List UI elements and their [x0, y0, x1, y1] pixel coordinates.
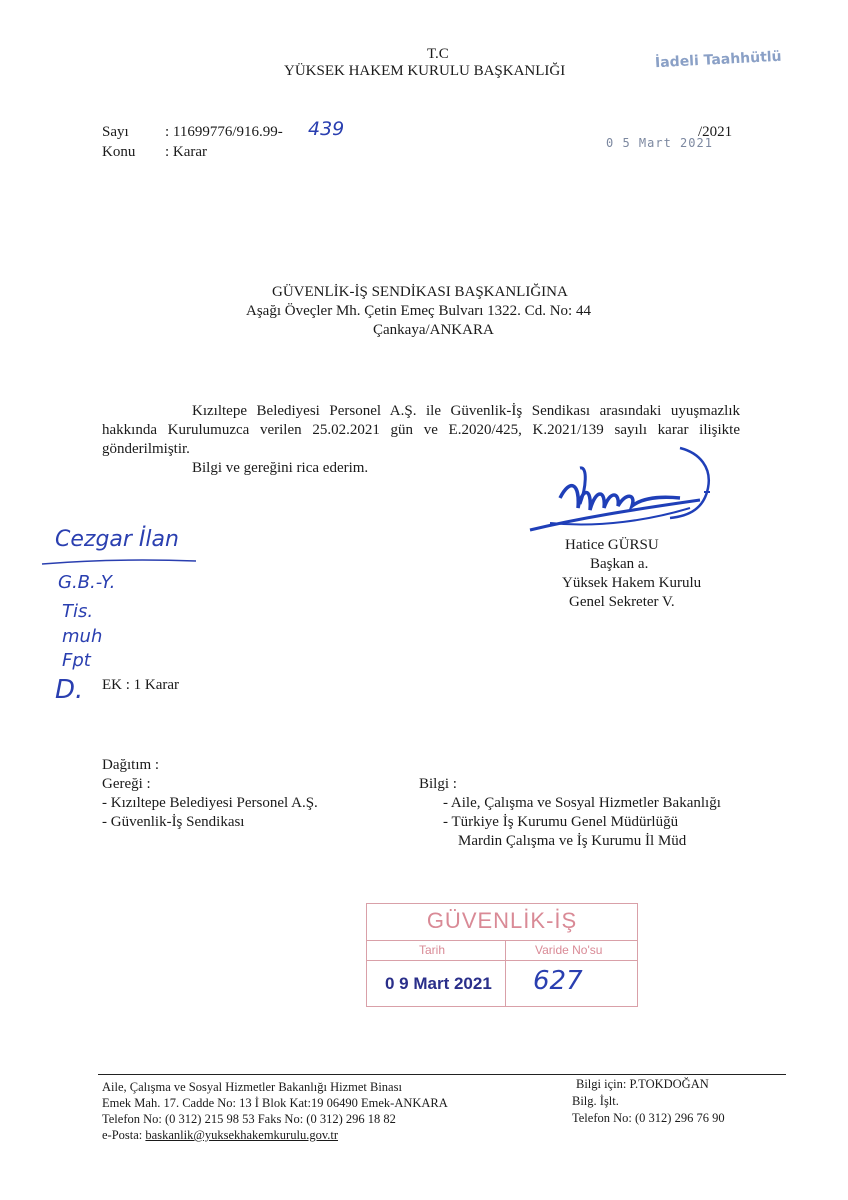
footer-address-line1: Aile, Çalışma ve Sosyal Hizmetler Bakanlığı Hizmet Binası [102, 1080, 402, 1094]
handwritten-note-2: G.B.-Y. [58, 572, 116, 593]
date-suffix: /2021 [698, 124, 733, 140]
date-stamp: 0 5 Mart 2021 [606, 136, 713, 150]
signatory-title3: Genel Sekreter V. [569, 594, 675, 610]
stamp-no-label: Varide No'su [535, 943, 603, 957]
stamp-title: GÜVENLİK-İŞ [426, 908, 578, 933]
handwritten-underline [40, 556, 200, 568]
sayi-handwritten-number: 439 [308, 118, 345, 140]
body-para-line3: gönderilmiştir. [102, 441, 190, 457]
distribution-heading: Dağıtım : [102, 757, 160, 773]
handwritten-note-3: Tis. [62, 601, 94, 622]
incoming-stamp [366, 903, 638, 1007]
recipient-line2: Aşağı Öveçler Mh. Çetin Emeç Bulvarı 1322. Cd. No: 44 [246, 303, 591, 319]
sayi-value: : 11699776/916.99- [165, 124, 283, 140]
bilgi-item-3: Mardin Çalışma ve İş Kurumu İl Müd [458, 833, 687, 849]
footer-email-row [102, 1128, 338, 1143]
footer-address-line3: Telefon No: (0 312) 215 98 53 Faks No: (0 312) 296 18 82 [102, 1112, 396, 1126]
registered-mail-stamp: İadeli Taahhütlü [654, 48, 782, 72]
bilgi-item-2: - Türkiye İş Kurumu Genel Müdürlüğü [443, 814, 679, 830]
stamp-date-label: Tarih [419, 943, 446, 957]
signatory-title1: Başkan a. [590, 556, 649, 572]
sayi-label: Sayı [102, 124, 129, 140]
footer-contact-line1: Bilgi için: P.TOKDOĞAN [576, 1077, 709, 1091]
geregi-item-2: - Güvenlik-İş Sendikası [102, 814, 245, 830]
konu-value: : Karar [165, 144, 208, 160]
handwritten-note-5: Fpt [62, 650, 91, 671]
handwritten-note-6: D. [55, 675, 84, 705]
body-closing: Bilgi ve gereğini rica ederim. [192, 460, 369, 476]
signatory-title2: Yüksek Hakem Kurulu [562, 575, 702, 591]
stamp-number-value: 627 [533, 966, 583, 996]
signature-scribble [520, 438, 720, 543]
bilgi-item-1: - Aile, Çalışma ve Sosyal Hizmetler Bakanlığı [443, 795, 721, 811]
bilgi-label: Bilgi : [419, 776, 457, 792]
handwritten-note-4: muh [62, 626, 103, 647]
stamp-date-value: 0 9 Mart 2021 [385, 974, 492, 993]
attachment-line: EK : 1 Karar [102, 677, 180, 693]
handwritten-note-1: Cezgar İlan [55, 527, 179, 552]
recipient-line1: GÜVENLİK-İŞ SENDİKASI BAŞKANLIĞINA [272, 284, 568, 300]
footer-divider [98, 1074, 786, 1075]
body-para-line1: Kızıltepe Belediyesi Personel A.Ş. ile Güvenlik-İş Sendikası arasındaki uyuşmazlık [192, 403, 740, 419]
signatory-name: Hatice GÜRSU [565, 537, 659, 553]
recipient-line3: Çankaya/ANKARA [373, 322, 494, 338]
konu-label: Konu [102, 144, 136, 160]
geregi-label: Gereği : [102, 776, 151, 792]
body-para-line2: hakkında Kurulumuzca verilen 25.02.2021 gün ve E.2020/425, K.2021/139 sayılı karar ilişikte [102, 422, 740, 438]
header-tc: T.C [427, 46, 449, 62]
footer-contact-line2: Bilg. İşlt. [572, 1094, 619, 1108]
footer-email-link[interactable]: baskanlik@yuksekhakemkurulu.gov.tr [145, 1128, 339, 1142]
footer-contact-line3: Telefon No: (0 312) 296 76 90 [572, 1111, 725, 1125]
footer-email-label: e-Posta: [102, 1128, 143, 1142]
footer-address-line2: Emek Mah. 17. Cadde No: 13 İ Blok Kat:19 06490 Emek-ANKARA [102, 1096, 448, 1110]
geregi-item-1: - Kızıltepe Belediyesi Personel A.Ş. [102, 795, 318, 811]
institution-title: YÜKSEK HAKEM KURULU BAŞKANLIĞI [284, 63, 566, 79]
